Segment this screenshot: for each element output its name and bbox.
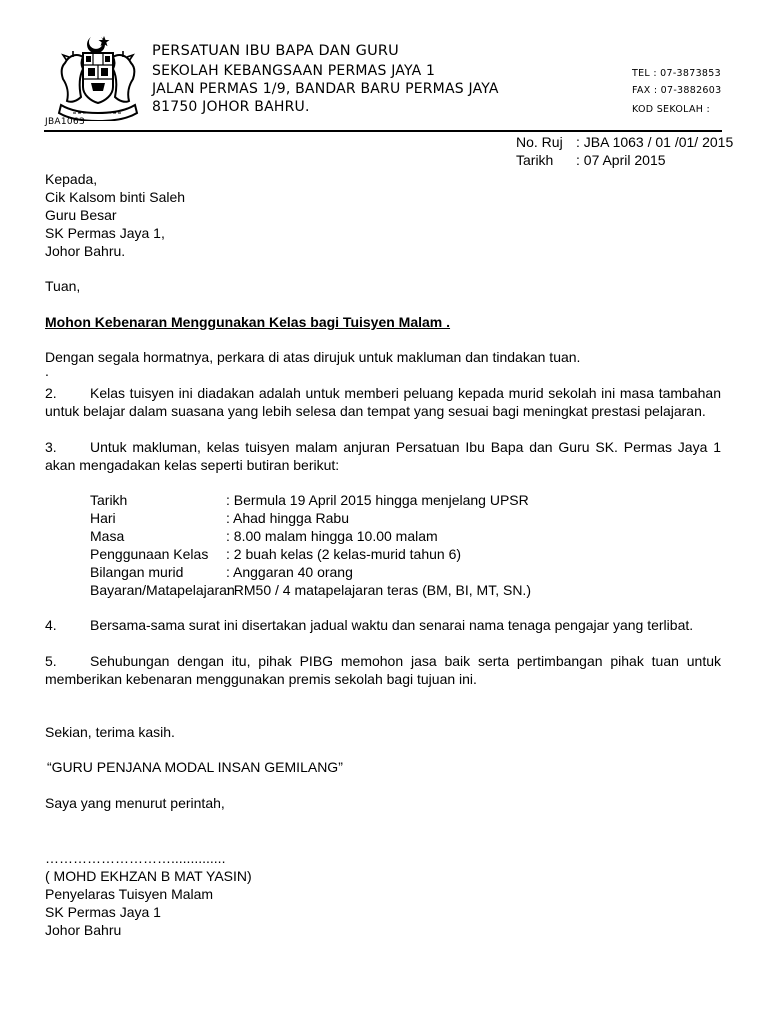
salutation (45, 277, 721, 295)
date-row (516, 152, 666, 168)
details-label: Tarikh (90, 492, 128, 508)
paragraph-4-text: Bersama-sama surat ini disertakan jadual waktu dan senarai nama tenaga pengajar yang terlibat. (90, 617, 694, 633)
details-table (90, 491, 531, 599)
address-line-2: 81750 JOHOR BAHRU. (152, 99, 310, 115)
closing-thanks (45, 723, 721, 741)
details-row (90, 563, 531, 581)
org-name: PERSATUAN IBU BAPA DAN GURU (152, 43, 399, 59)
signer-school: SK Permas Jaya 1 (45, 904, 161, 920)
recipient-name: Cik Kalsom binti Saleh (45, 189, 186, 205)
ref-number-row (516, 134, 733, 150)
signature-line: ……………………….............. (45, 850, 226, 866)
paragraph-3-number: 3. (45, 439, 57, 455)
date-label: Tarikh (516, 152, 554, 168)
paragraph-4 (45, 616, 721, 634)
details-label: Masa (90, 528, 125, 544)
closing-yours (45, 794, 721, 812)
paragraph-2 (45, 384, 721, 420)
paragraph-2-number: 2. (45, 385, 57, 401)
ref-value: : JBA 1063 / 01 /01/ 2015 (576, 134, 734, 150)
malaysia-coat-of-arms-icon (55, 33, 141, 121)
details-row (90, 581, 531, 599)
opening-paragraph (45, 348, 721, 378)
details-row (90, 509, 531, 527)
kod-sekolah: KOD SEKOLAH : (632, 104, 711, 115)
salutation-text: Tuan, (45, 278, 81, 294)
details-row (90, 491, 531, 509)
details-label: Hari (90, 510, 116, 526)
details-value: : Bermula 19 April 2015 hingga menjelang UPSR (226, 492, 529, 508)
subject (45, 313, 721, 331)
fax-number: FAX : 07-3882603 (632, 85, 722, 96)
ref-label: No. Ruj (516, 134, 563, 150)
paragraph-3 (45, 438, 721, 474)
recipient-kepada: Kepada, (45, 171, 98, 187)
thanks-text: Sekian, terima kasih. (45, 724, 175, 740)
recipient-position: Guru Besar (45, 207, 117, 223)
details-label: Penggunaan Kelas (90, 546, 209, 562)
address-line-1: JALAN PERMAS 1/9, BANDAR BARU PERMAS JAYA (152, 81, 499, 97)
date-value: : 07 April 2015 (576, 152, 666, 168)
details-row (90, 545, 531, 563)
tel-number: TEL : 07-3873853 (632, 68, 721, 79)
paragraph-5 (45, 652, 721, 688)
stray-mark: . (45, 363, 49, 379)
paragraph-2-text: Kelas tuisyen ini diadakan adalah untuk memberi peluang kepada murid sekolah ini masa tambahan untuk belajar dalam suasana yang lebih selesa dan tempat yang sesuai bagi meningkat prestasi pelajaran. (45, 385, 721, 419)
paragraph-5-text: Sehubungan dengan itu, pihak PIBG memohon jasa baik serta pertimbangan pihak tuan untuk memberikan kebenaran menggunakan premis sekolah bagi tujuan ini. (45, 653, 721, 687)
paragraph-4-number: 4. (45, 617, 57, 633)
details-value: : 2 buah kelas (2 kelas-murid tahun 6) (226, 546, 462, 562)
school-name: SEKOLAH KEBANGSAAN PERMAS JAYA 1 (152, 63, 436, 79)
motto-text: “GURU PENJANA MODAL INSAN GEMILANG” (47, 759, 343, 775)
recipient-block (45, 170, 721, 260)
details-value: : 8.00 malam hingga 10.00 malam (226, 528, 438, 544)
signature-block (45, 849, 721, 939)
details-value: : Ahad hingga Rabu (226, 510, 349, 526)
details-value: : RM50 / 4 matapelajaran teras (BM, BI, MT, SN.) (226, 582, 531, 598)
details-label: Bilangan murid (90, 564, 184, 580)
details-row (90, 527, 531, 545)
signer-title: Penyelaras Tuisyen Malam (45, 886, 214, 902)
paragraph-3-text: Untuk makluman, kelas tuisyen malam anjuran Persatuan Ibu Bapa dan Guru SK. Permas Jaya 1 akan mengadakan kelas seperti butiran berikut: (45, 439, 721, 473)
details-value: : Anggaran 40 orang (226, 564, 353, 580)
opening-text: Dengan segala hormatnya, perkara di atas dirujuk untuk makluman dan tindakan tuan. (45, 349, 581, 365)
signer-city: Johor Bahru (45, 922, 122, 938)
yours-text: Saya yang menurut perintah, (45, 795, 225, 811)
details-label: Bayaran/Matapelajaran (90, 582, 235, 598)
subject-text: Mohon Kebenaran Menggunakan Kelas bagi Tuisyen Malam . (45, 314, 451, 330)
letterhead-divider (44, 130, 722, 132)
paragraph-5-number: 5. (45, 653, 57, 669)
recipient-school: SK Permas Jaya 1, (45, 225, 165, 241)
signer-name: ( MOHD EKHZAN B MAT YASIN) (45, 868, 252, 884)
school-code: JBA1063 (45, 117, 85, 127)
motto (47, 758, 723, 776)
recipient-city: Johor Bahru. (45, 243, 126, 259)
